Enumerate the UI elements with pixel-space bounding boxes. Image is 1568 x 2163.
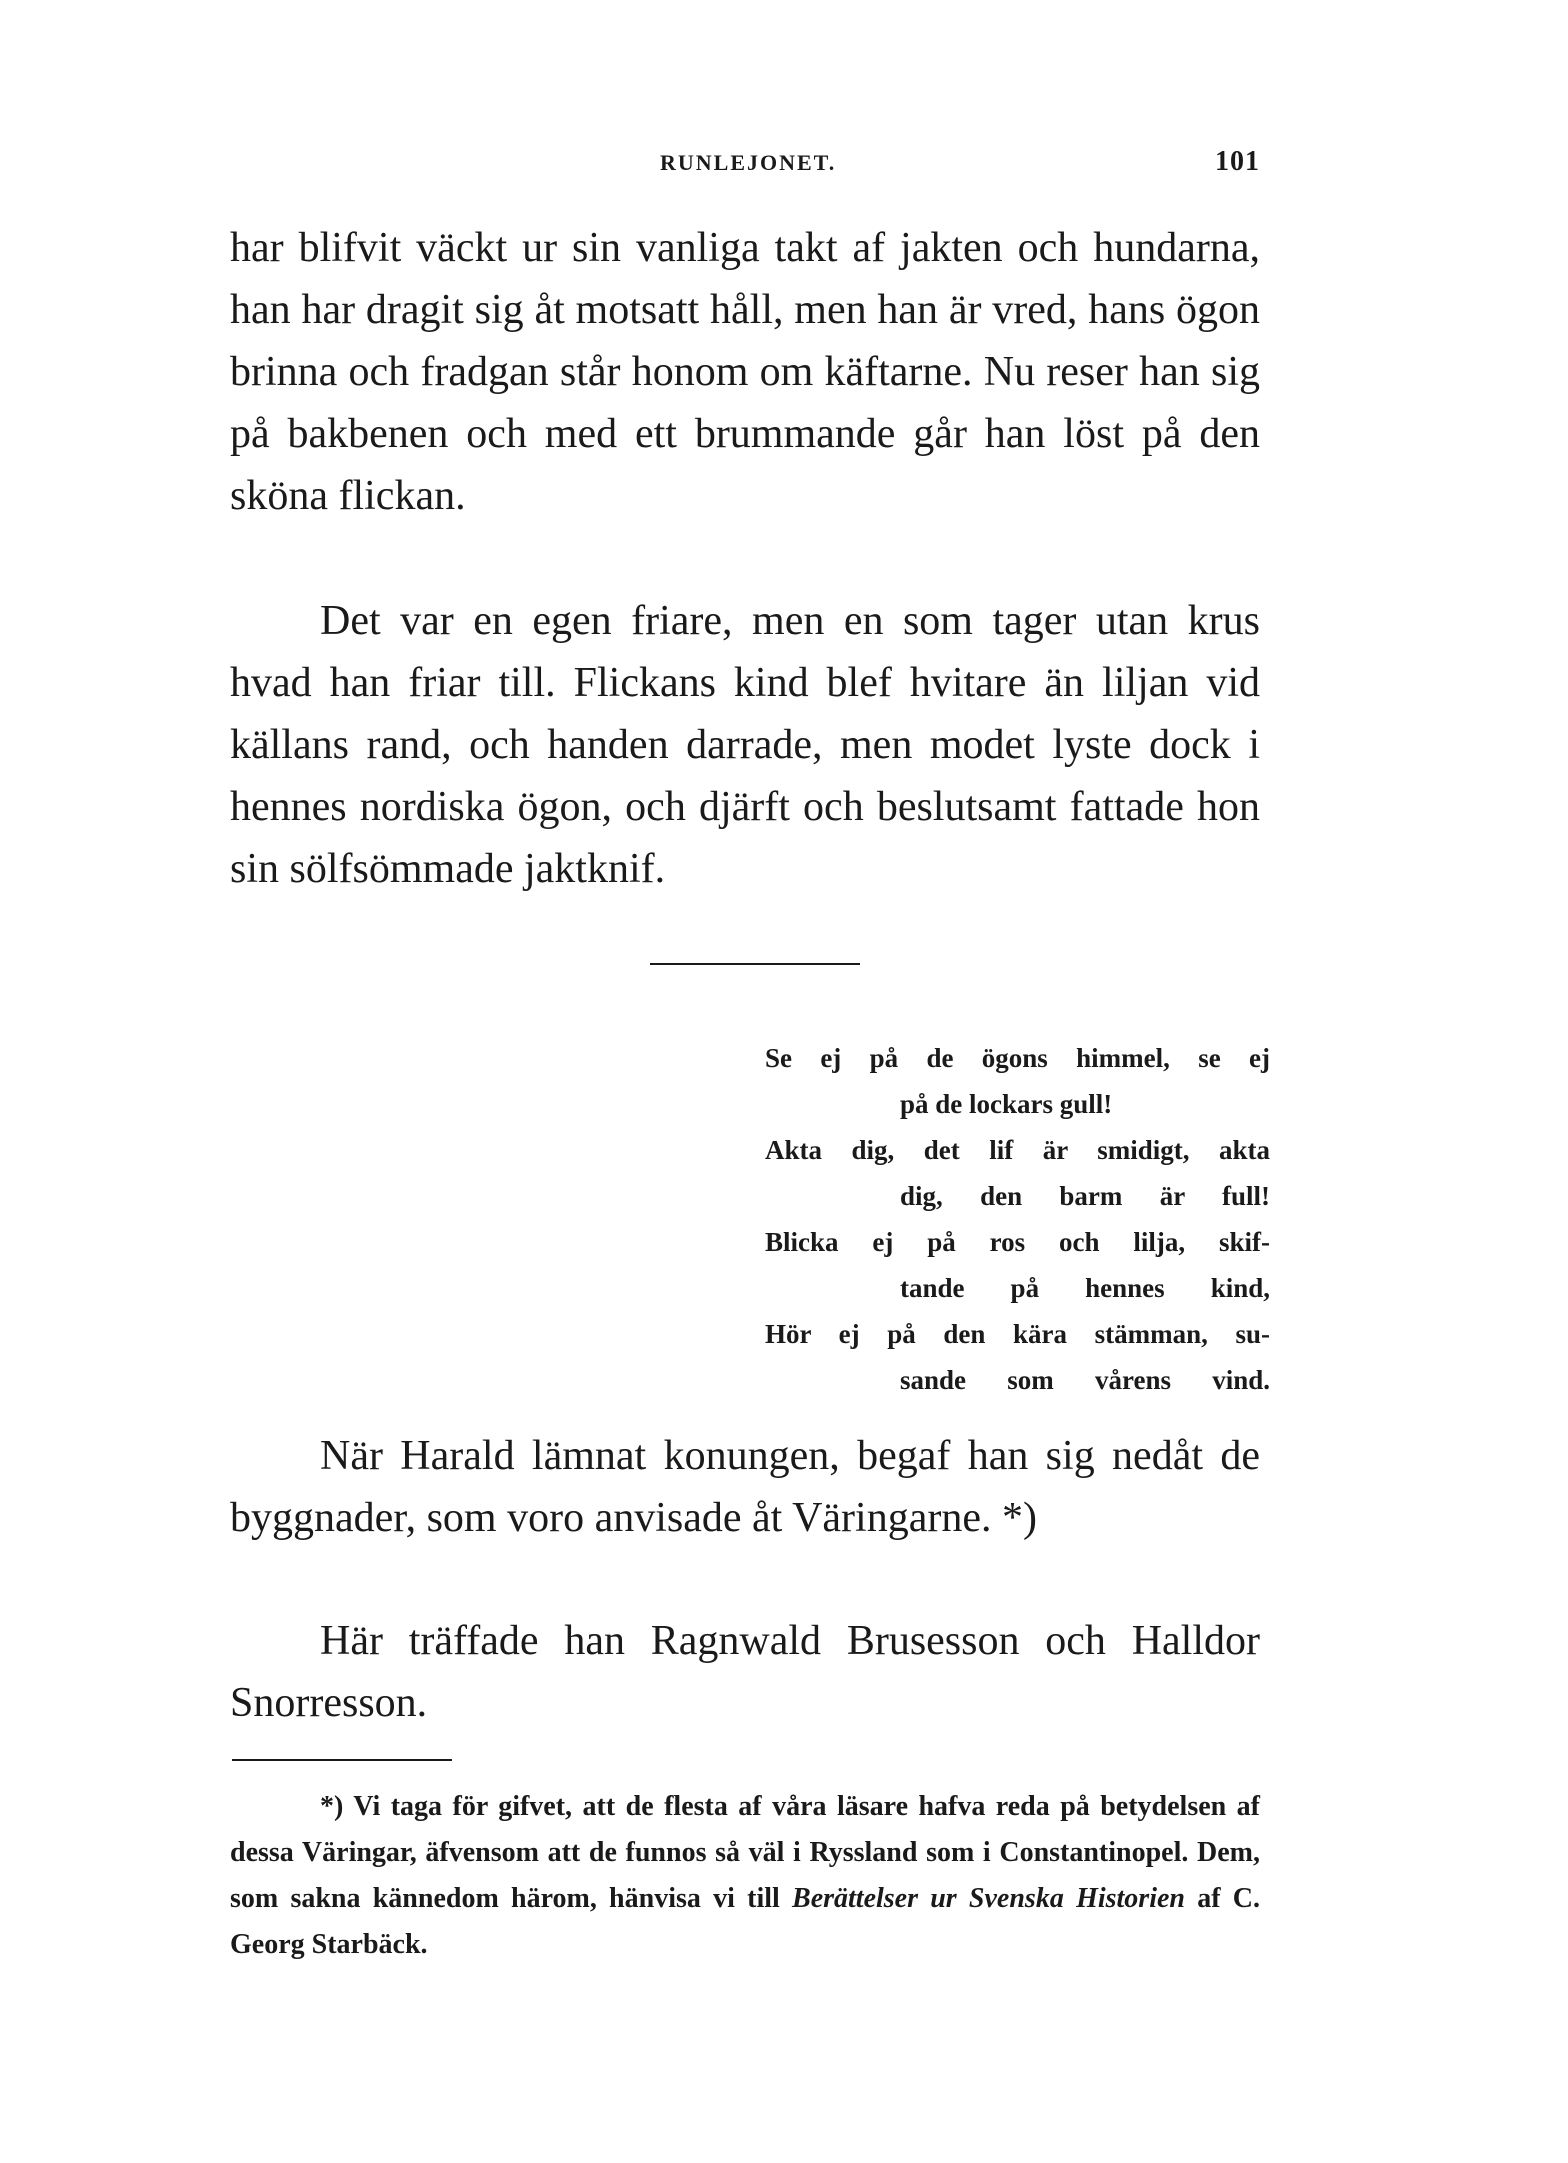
page-number: 101 [1215, 146, 1260, 177]
verse-line: på de lockars gull! [900, 1089, 1113, 1119]
footnote-text [230, 1784, 1260, 1968]
footnote-author: af C. Georg Starbäck. [230, 1883, 1260, 1960]
verse-line: dig, den barm är full! [900, 1181, 1270, 1211]
verse-line: sande som vårens vind. [900, 1365, 1270, 1395]
footnote-body: Vi taga för gifvet, att de flesta af våra läsare hafva reda på betydelsen af dessa Väringar, äfvensom att de funnos så väl i Ryssland som i Constantinopel. Dem, som sakna kännedom härom, hänvisa vi till [230, 1791, 1261, 1914]
paragraph-harald [230, 1425, 1260, 1549]
paragraph-text: Det var en egen friare, men en som tager utan krus hvad han friar till. Flickans kind blef hvitare än liljan vid källans rand, och handen darrade, men modet lyste dock i hennes nordiska ögon, och djärft och beslutsamt fattade hon sin sölfsömmade jaktknif. [230, 598, 1260, 892]
verse-block [765, 1035, 1270, 1403]
paragraph-continued [230, 217, 1260, 527]
paragraph-ragnwald [230, 1610, 1260, 1734]
verse-line: tande på hennes kind, [900, 1273, 1270, 1303]
running-title: RUNLEJONET. [660, 150, 837, 175]
paragraph-text: Här träffade han Ragnwald Brusesson och Halldor Snorresson. [230, 1618, 1260, 1726]
verse-line: Akta dig, det lif är smidigt, akta [765, 1135, 1270, 1165]
footnote-marker: *) [320, 1791, 344, 1822]
paragraph-friare [230, 590, 1260, 900]
footnote-divider [232, 1759, 452, 1761]
verse-line: Se ej på de ögons himmel, se ej [765, 1043, 1270, 1073]
paragraph-text: har blifvit väckt ur sin vanliga takt af jakten och hundarna, han har dragit sig åt motsatt håll, men han är vred, hans ögon brinna och fradgan står honom om käftarne. Nu reser han sig på bakbenen och med ett brummande går han löst på den sköna flickan. [230, 225, 1260, 519]
section-divider [650, 963, 860, 965]
verse-line: Hör ej på den kära stämman, su- [765, 1319, 1270, 1349]
verse-line: Blicka ej på ros och lilja, skif- [765, 1227, 1270, 1257]
paragraph-text: När Harald lämnat konungen, begaf han sig nedåt de byggnader, som voro anvisade åt Väringarne. *) [230, 1433, 1260, 1541]
footnote-book-title: Berättelser ur Svenska Historien [792, 1883, 1185, 1914]
running-head [230, 146, 1260, 190]
footnote [230, 1784, 1260, 1968]
